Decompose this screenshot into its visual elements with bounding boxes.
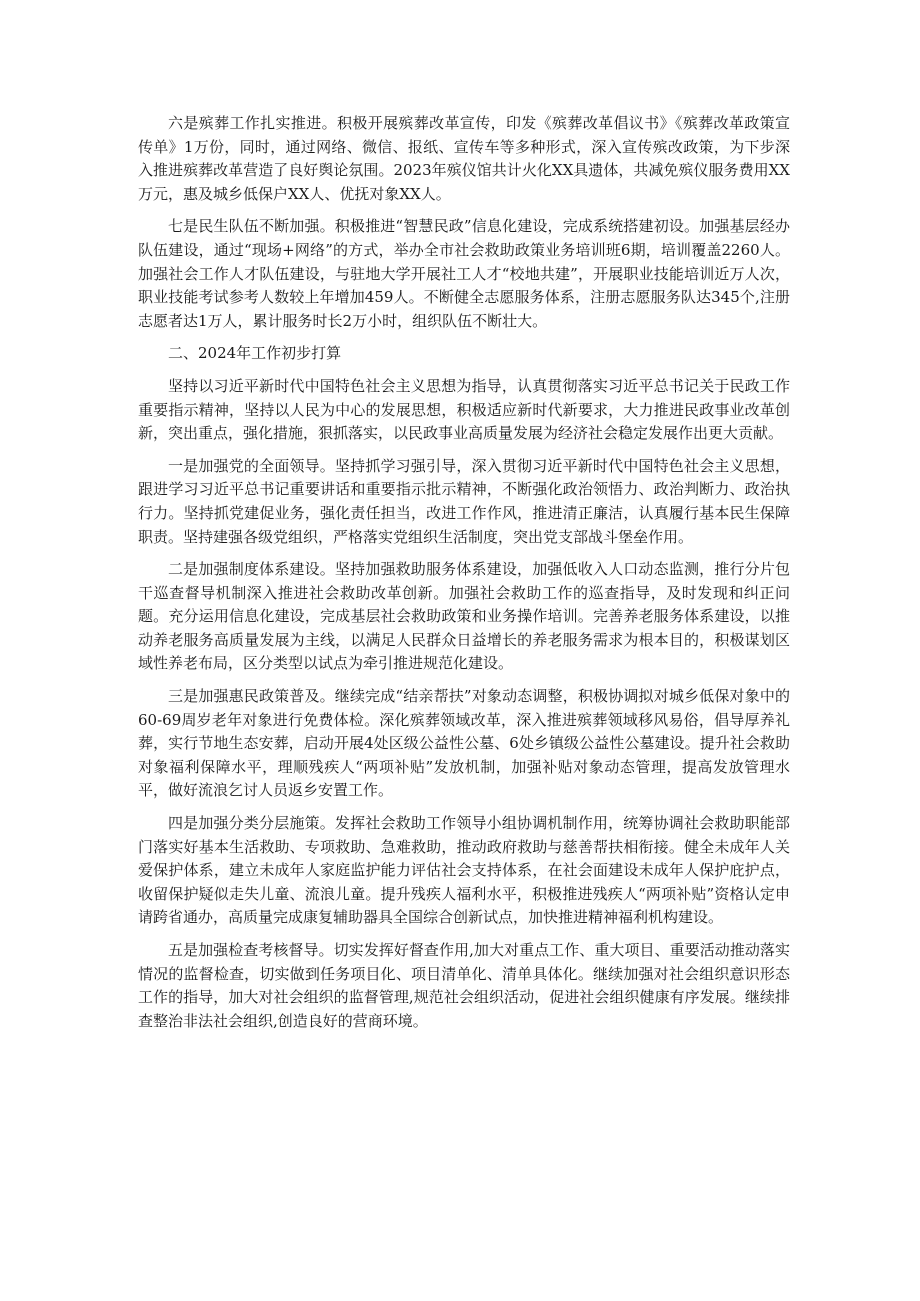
paragraph-plan-policy-popularization: 三是加强惠民政策普及。继续完成“结亲帮扶”对象动态调整，积极协调拟对城乡低保对象中的60-69周岁老年对象进行免费体检。深化殡葬领域改革，深入推进殡葬领域移风易俗，倡导厚养礼葬，实行节地生态安葬，启动开展4处区级公益性公墓、6处乡镇级公益性公墓建设。提升社会救助对象福利保障水平，理顺残疾人“两项补贴”发放机制，加强补贴对象动态管理，提高发放管理水平，做好流浪乞讨人员返乡安置工作。: [138, 687, 790, 800]
paragraph-livelihood-team: 七是民生队伍不断加强。积极推进“智慧民政”信息化建设，完成系统搭建初设。加强基层经办队伍建设，通过“现场+网络”的方式，举办全市社会救助政策业务培训班6期，培训覆盖2260人。加强社会工作人才队伍建设，与驻地大学开展社工人才“校地共建”，开展职业技能培训近万人次，职业技能考试参考人数较上年增加459人。不断健全志愿服务体系，注册志愿服务队达345个,注册志愿者达1万人，累计服务时长2万小时，组织队伍不断壮大。: [138, 217, 790, 330]
document-page: [138, 112, 790, 1042]
paragraph-plan-party-leadership: 一是加强党的全面领导。坚持抓学习强引导，深入贯彻习近平新时代中国特色社会主义思想，跟进学习习近平总书记重要讲话和重要指示批示精神，不断强化政治领悟力、政治判断力、政治执行力。坚持抓党建促业务，强化责任担当，改进工作作风，推进清正廉洁，认真履行基本民生保障职责。坚持建强各级党组织，严格落实党组织生活制度，突出党支部战斗堡垒作用。: [138, 456, 790, 546]
paragraph-funeral-reform: 六是殡葬工作扎实推进。积极开展殡葬改革宣传，印发《殡葬改革倡议书》《殡葬改革政策宣传单》1万份，同时，通过网络、微信、报纸、宣传车等多种形式，深入宣传殡改政策，为下步深入推进殡葬改革营造了良好舆论氛围。2023年殡仪馆共计火化XX具遗体，共减免殡仪服务费用XX万元，惠及城乡低保户XX人、优抚对象XX人。: [138, 114, 790, 203]
paragraph-plan-inspection-supervision: 五是加强检查考核督导。切实发挥好督查作用,加大对重点工作、重大项目、重要活动推动落实情况的监督检查，切实做到任务项目化、项目清单化、清单具体化。继续加强对社会组织意识形态工作的指导，加大对社会组织的监督管理,规范社会组织活动，促进社会组织健康有序发展。继续排查整治非法社会组织,创造良好的营商环境。: [138, 941, 790, 1030]
paragraph-plan-classified-measures: 四是加强分类分层施策。发挥社会救助工作领导小组协调机制作用，统筹协调社会救助职能部门落实好基本生活救助、专项救助、急难救助，推动政府救助与慈善帮扶相衔接。健全未成年人关爱保护体系，建立未成年人家庭监护能力评估社会支持体系，在社会面建设未成年人保护庇护点，收留保护疑似走失儿童、流浪儿童。提升残疾人福利水平，积极推进残疾人“两项补贴”资格认定申请跨省通办，高质量完成康复辅助器具全国综合创新试点，加快推进精神福利机构建设。: [138, 814, 790, 927]
section-heading-2024-plan: 二、2024年工作初步打算: [168, 344, 342, 363]
paragraph-plan-intro: 坚持以习近平新时代中国特色社会主义思想为指导，认真贯彻落实习近平总书记关于民政工作重要指示精神，坚持以人民为中心的发展思想，积极适应新时代新要求，大力推进民政事业改革创新，突出重点，强化措施，狠抓落实，以民政事业高质量发展为经济社会稳定发展作出更大贡献。: [138, 376, 790, 443]
paragraph-plan-system-building: 二是加强制度体系建设。坚持加强救助服务体系建设，加强低收入人口动态监测，推行分片包干巡查督导机制深入推进社会救助改革创新。加强社会救助工作的巡查指导，及时发现和纠正问题。充分运用信息化建设，完成基层社会救助政策和业务操作培训。完善养老服务体系建设，以推动养老服务高质量发展为主线，以满足人民群众日益增长的养老服务需求为根本目的，积极谋划区域性养老布局，区分类型以试点为牵引推进规范化建设。: [138, 560, 790, 673]
